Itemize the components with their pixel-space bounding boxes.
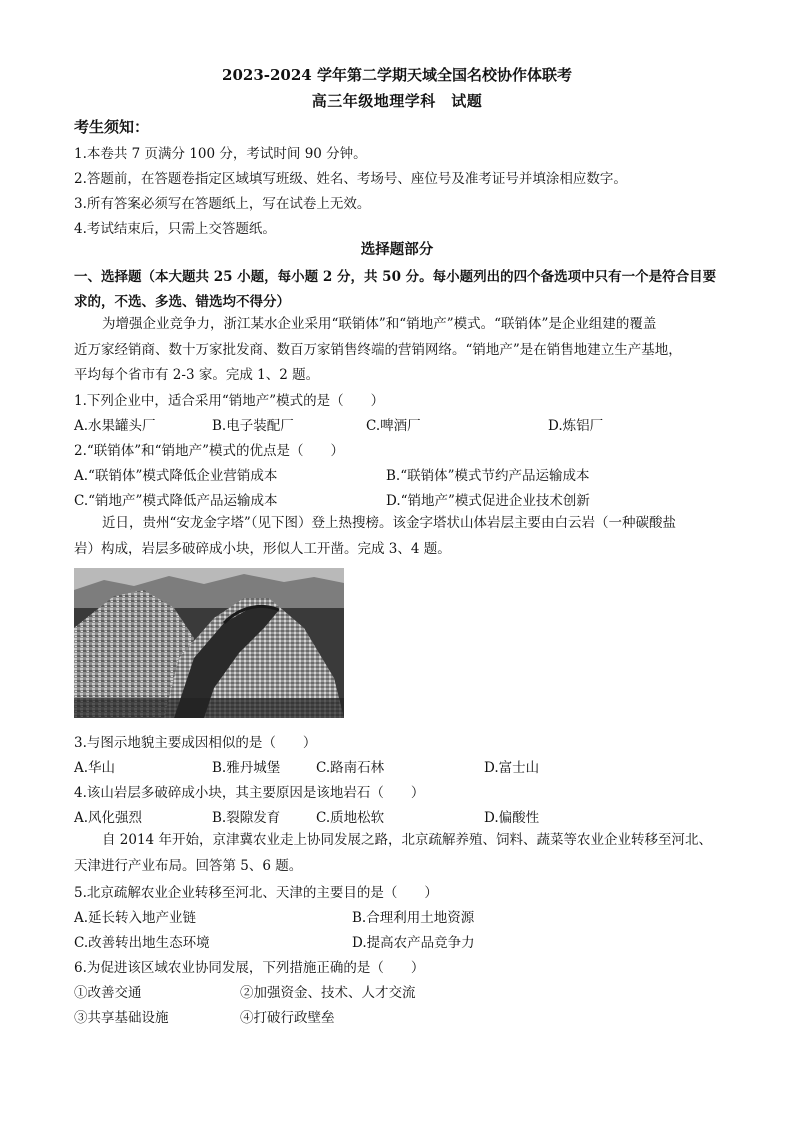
question-6-stem: 6.为促进该区域农业协同发展，下列措施正确的是（ ） (74, 960, 425, 976)
question-5-option-d: D.提高农产品竞争力 (352, 935, 475, 951)
question-4-option-b: B.裂隙发育 (212, 810, 281, 826)
notice-heading: 考生须知： (74, 118, 150, 136)
passage-1-line-2: 近万家经销商、数十万家批发商、数百万家销售终端的营销网络。“销地产”是在销售地建立生产基地， (74, 341, 682, 358)
part-title: 选择题部分 (360, 241, 434, 258)
question-4-option-d: D.偏酸性 (484, 810, 540, 826)
question-2-option-d: D.“销地产”模式促进企业技术创新 (386, 493, 590, 509)
exam-title: 2023-2024 学年第二学期天域全国名校协作体联考 (222, 66, 572, 84)
question-4-option-a: A.风化强烈 (74, 810, 143, 826)
question-5-option-b: B.合理利用土地资源 (352, 910, 475, 926)
exam-subtitle: 高三年级地理学科 试题 (311, 92, 483, 110)
question-3-option-c: C.路南石林 (316, 760, 385, 776)
notice-item-2: 2.答题前，在答题卷指定区域填写班级、姓名、考场号、座位号及准考证号并填涂相应数字。 (74, 171, 627, 187)
question-1-option-c: C.啤酒厂 (366, 418, 421, 434)
question-1-stem: 1.下列企业中，适合采用“销地产”模式的是（ ） (74, 393, 385, 409)
notice-item-4: 4.考试结束后，只需上交答题纸。 (74, 221, 276, 237)
question-5-option-c: C.改善转出地生态环境 (74, 935, 210, 951)
question-2-option-b: B.“联销体”模式节约产品运输成本 (386, 468, 590, 484)
section-instructions-line-2: 求的，不选、多选、错选均不得分） (74, 294, 290, 310)
notice-item-1: 1.本卷共 7 页满分 100 分，考试时间 90 分钟。 (74, 146, 367, 162)
question-5-stem: 5.北京疏解农业企业转移至河北、天津的主要目的是（ ） (74, 885, 438, 901)
passage-1-line-3: 平均每个省市有 2-3 家。完成 1、2 题。 (74, 367, 320, 383)
question-1-option-d: D.炼铝厂 (548, 418, 604, 434)
question-6-statement-3: ③共享基础设施 (74, 1010, 169, 1026)
passage-2-line-1: 近日，贵州“安龙金字塔”（见下图）登上热搜榜。该金字塔状山体岩层主要由白云岩（一种碳酸盐 (102, 515, 677, 531)
passage-2-line-2: 岩）构成，岩层多破碎成小块，形似人工开凿。完成 3、4 题。 (74, 540, 451, 557)
question-4-stem: 4.该山岩层多破碎成小块，其主要原因是该地岩石（ ） (74, 785, 425, 801)
question-3-option-d: D.富士山 (484, 760, 540, 776)
question-3-stem: 3.与图示地貌主要成因相似的是（ ） (74, 735, 317, 751)
question-4-option-c: C.质地松软 (316, 810, 385, 826)
passage-1-line-1: 为增强企业竞争力，浙江某水企业采用“联销体”和“销地产”模式。“联销体”是企业组建的覆盖 (102, 316, 657, 332)
question-1-option-a: A.水果罐头厂 (74, 418, 156, 434)
question-6-statement-4: ④打破行政壁垒 (240, 1010, 335, 1026)
question-2-stem: 2.“联销体”和“销地产”模式的优点是（ ） (74, 443, 344, 459)
passage-3-line-2: 天津进行产业布局。回答第 5、6 题。 (74, 857, 303, 874)
question-2-option-a: A.“联销体”模式降低企业营销成本 (74, 468, 278, 484)
question-3-option-a: A.华山 (74, 760, 116, 776)
question-6-statement-1: ①改善交通 (74, 985, 142, 1001)
section-instructions-line-1: 一、选择题（本大题共 25 小题，每小题 2 分，共 50 分。每小题列出的四个备选项中只有一个是符合目要 (74, 269, 717, 285)
passage-1 (74, 312, 734, 389)
question-5-option-a: A.延长转入地产业链 (74, 910, 197, 926)
question-2-option-c: C.“销地产”模式降低产品运输成本 (74, 493, 278, 509)
passage-3-line-1: 自 2014 年开始，京津冀农业走上协同发展之路，北京疏解养殖、饲料、蔬菜等农业企业转移至河北、 (102, 832, 712, 848)
question-3-option-b: B.雅丹城堡 (212, 760, 281, 776)
passage-2 (74, 511, 734, 562)
question-6-statement-2: ②加强资金、技术、人才交流 (240, 985, 416, 1001)
question-1-option-b: B.电子装配厂 (212, 418, 294, 434)
passage-3 (74, 828, 734, 879)
pyramid-mountain-photo (74, 568, 344, 718)
notice-item-3: 3.所有答案必须写在答题纸上，写在试卷上无效。 (74, 196, 371, 212)
